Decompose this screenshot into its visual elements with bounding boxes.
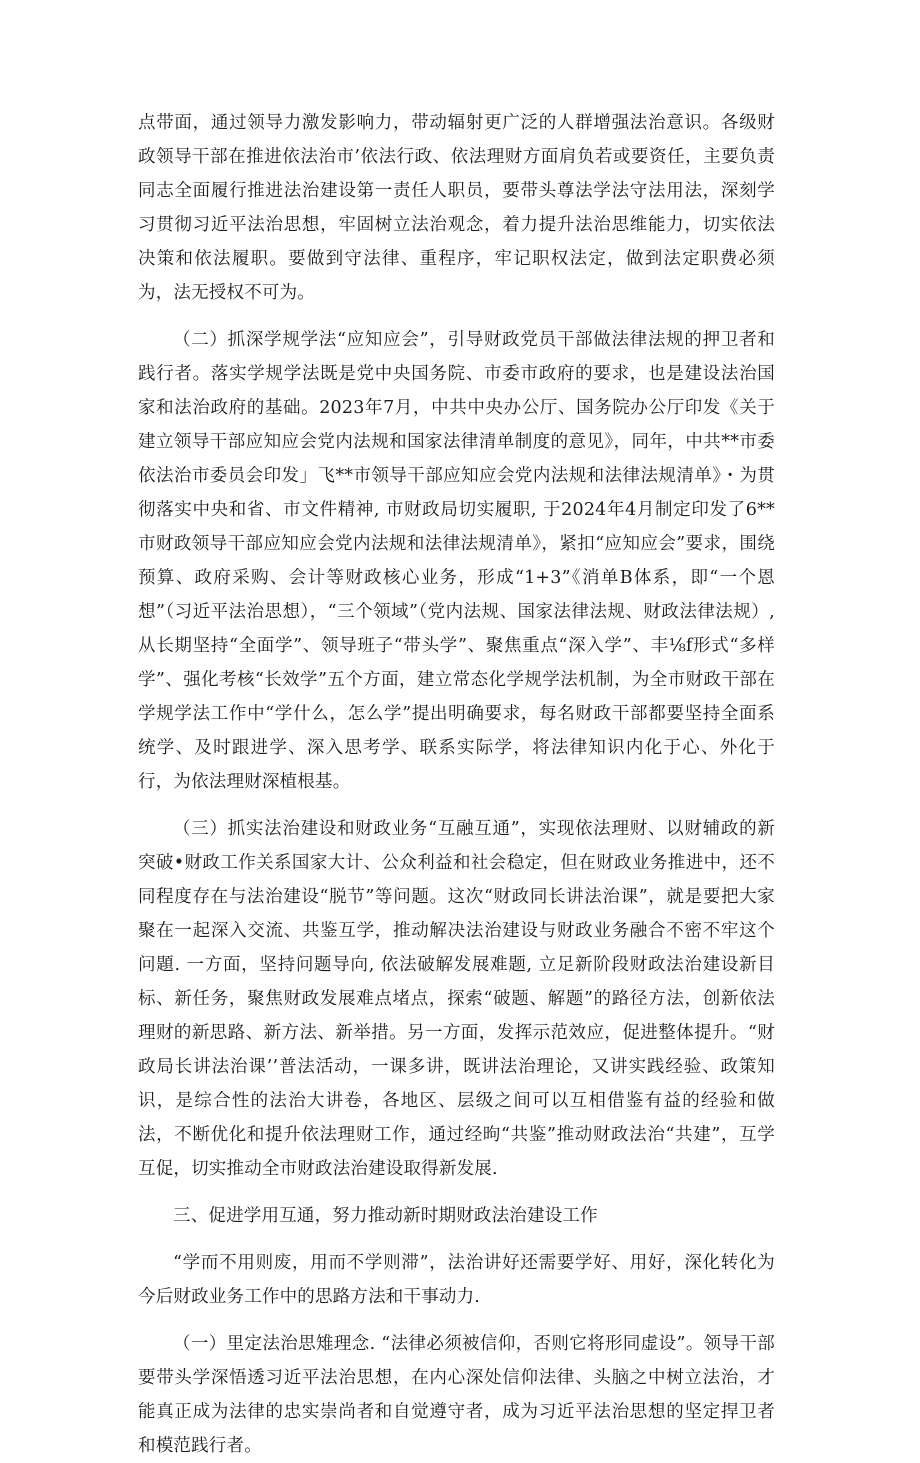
paragraph-rule-of-law-concept: （一）里定法治思雉理念. “法律必须被信仰，否则它将形同虚设”。领导干部要带头学深悟透习近平法治思想，在内心深处信仰法律、头脑之中树立法治，才能真正成为法律的忠实崇尚者和自觉遵守者，成为习近平法治思想的坚定捍卫者和模范践行者。 [138,1334,775,1456]
section-heading-three: 三、促进学用互通，努力推动新时期财政法治建设工作 [173,1206,598,1226]
paragraph-study-use: “学而不用则废，用而不学则滞”，法治讲好还需要学好、用好，深化转化为今后财政业务工作中的思路方法和干事动力. [138,1253,775,1307]
paragraph-integration: （三）抓实法治建设和财政业务“互融互通”，实现依法理财、以财辅政的新突破•财政工作关系国家大计、公众利益和社会稳定，但在财政业务推进中，还不同程度存在与法治建设“脱节”等问题。这次“财政同长讲法治课”，就是要把大家聚在一起深入交流、共鉴互学，推动解决法治建设与财政业务融合不密不牢这个问題. 一方面，坚持问题导向, 依法破解发展难题, 立足新阶段财政法治建设新目标、新任务，聚焦财政发展难点堵点，探索“破题、解题”的路径方法，创新依法理财的新思路、新方法、新举措。另一方面，发挥示范效应，促进整体提升。“财政局长讲法治课’’普法活动，一课多讲，既讲法治理论，又讲实践经验、政策知识，是综合性的法治大讲卷，各地区、层级之间可以互相借鉴有益的经验和做法，不断优化和提升依法理财工作，通过经昫“共鉴”推动财政法治“共建”，互学互促，切实推动全市财政法治建设取得新发展. [138,819,775,1179]
paragraph-continuation: 点带面，通过领导力激发影响力，带动辐射更广泛的人群增强法治意识。各级财政领导干部在推进依法治市’依法行政、依法理财方面肩负若或要资任，主要负责同志全面履行推进法治建设第一责任人职员，要带头尊法学法守法用法，深刻学习贯彻习近平法治思想，牢固树立法治观念，着力提升法治思维能力，切实依法决策和依法履职。要做到守法律、重程序，牢记职权法定，做到法定职费必须为，法无授权不可为。 [138,113,775,303]
paragraph-study-rules: （二）抓深学规学法“应知应会”，引导财政党员干部做法律法规的押卫者和践行者。落实学规学法既是党中央国务院、市委市政府的要求，也是建设法治国家和法治政府的基础。2023年7月，中共中央办公厅、国务院办公厅印发《关于建立领导干部应知应会党内法规和国家法律清单制度的意见》，同年，中共**市委依法治市委员会印发」飞**市领导干部应知应会党内法规和法律法规清单》・为贯彻落实中央和省、市文件精神, 市财政局切实履职, 于2024年4月制定印发了6**市财政领导干部应知应会党内法规和法律法规清单》，紧扣“应知应会”要求，围绕预算、政府采购、会计等财政核心业务，形成“1+3”《消单B体系，即“一个恩想”（习近平法治思想），“三个领域”（党内法规、国家法律法规、财政法律法规）, 从长期坚持“全面学”、领导班子“带头学”、聚焦重点“深入学”、丰⅛f形式“多样学”、强化考核“长效学”五个方面，建立常态化学规学法机制，为全市财政干部在学规学法工作中“学什么，怎么学”提出明确要求，每名财政干部都要坚持全面系统学、及时跟进学、深入思考学、联系实际学，将法律知识内化于心、外化于行，为依法理财深植根基。 [138,330,775,792]
